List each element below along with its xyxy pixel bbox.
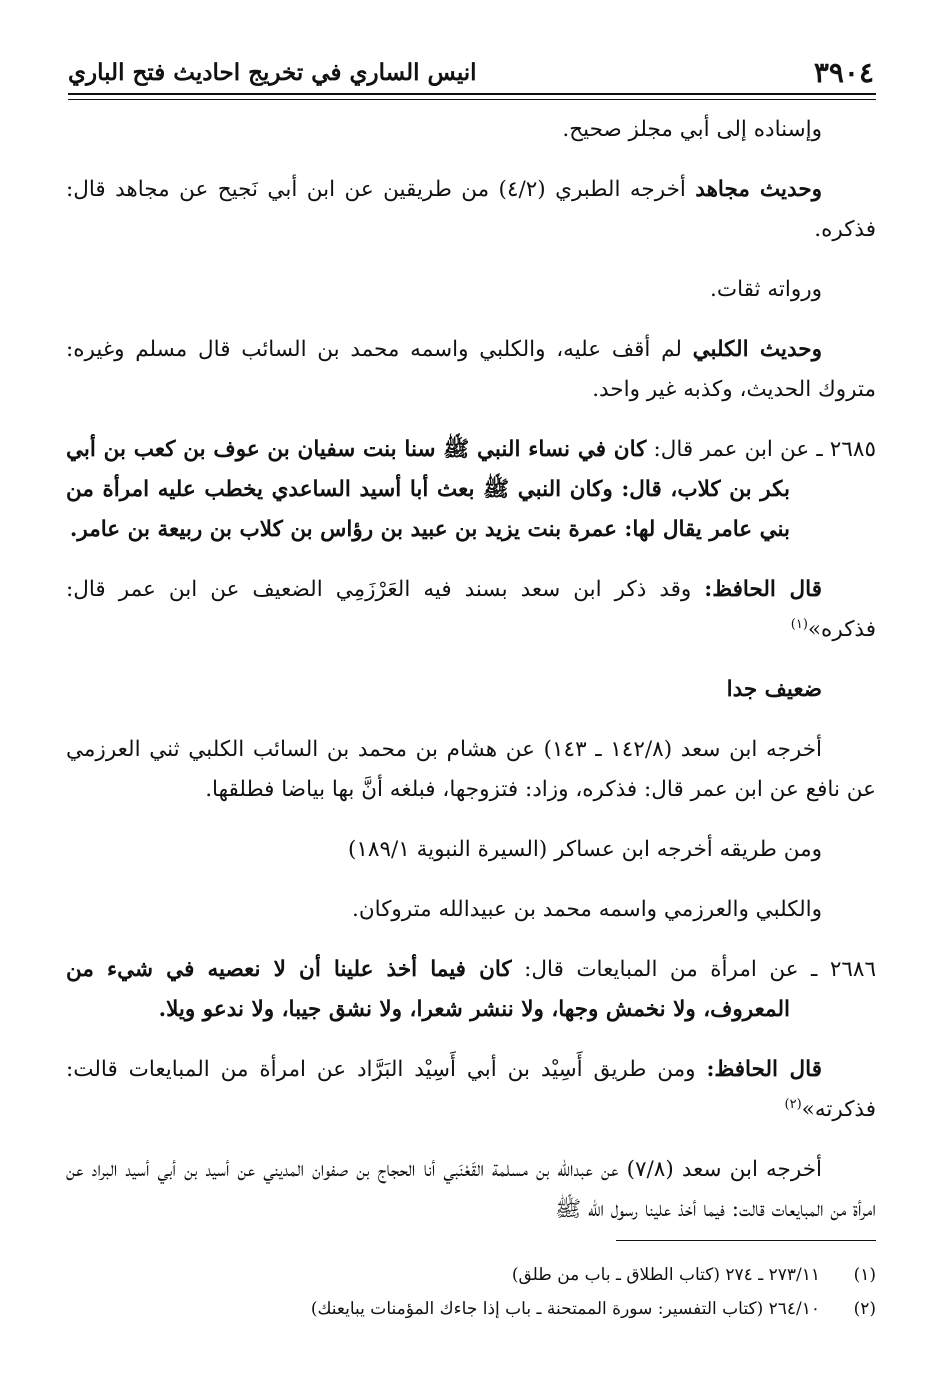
kalbi-text: لم أقف عليه، والكلبي واسمه محمد بن السائب قال مسلم وغيره: متروك الحديث، وكذبه غير واحد. xyxy=(66,337,876,402)
mujahid-label: وحديث مجاهد xyxy=(695,177,822,202)
hafiz-text-1: وقد ذكر ابن سعد بسند فيه العَرْزَمِي الضعيف عن ابن عمر قال: فذكره» xyxy=(66,577,876,642)
mujahid-text: أخرجه الطبري (٤/٢) من طريقين عن ابن أبي نَجيح عن مجاهد قال: فذكره. xyxy=(66,177,876,242)
page-body xyxy=(66,110,876,1250)
paragraph-narrators: ورواته ثقات. xyxy=(710,277,822,302)
footnote-1 xyxy=(66,1258,876,1292)
header-rule-thick xyxy=(68,93,876,95)
hadith-number-2686: ٢٦٨٦ xyxy=(829,957,877,982)
footnote-marker-2: (٢) xyxy=(853,1299,876,1319)
running-head xyxy=(68,52,874,92)
hafiz-comment-1 xyxy=(66,570,876,650)
hadith-2685-intro: ـ عن ابن عمر قال: xyxy=(646,437,830,462)
hadith-2685 xyxy=(66,430,876,550)
page-number: ٣٩٠٤ xyxy=(813,55,874,89)
paragraph-ibn-sad-1: أخرجه ابن سعد (١٤٢/٨ ـ ١٤٣) عن هشام بن محمد بن السائب الكلبي ثني العرزمي عن نافع عن ابن عمر قال: فذكره، وزاد: فتزوجها، فبلغه أنَّ بها بياضا فطلقها. xyxy=(66,737,876,802)
paragraph-mujahid xyxy=(66,170,876,250)
hadith-2686-intro: ـ عن امرأة من المبايعات قال: xyxy=(511,957,830,982)
paragraph-isnad: وإسناده إلى أبي مجلز صحيح. xyxy=(562,117,822,142)
hafiz-label-1: قال الحافظ: xyxy=(704,577,822,602)
hadith-2686-matn: كان فيما أخذ علينا أن لا نعصيه في شيء من المعروف، ولا نخمش وجها، ولا ننشر شعرا، ولا نشق جيبا، ولا ندعو ويلا. xyxy=(66,957,790,1022)
footnote-rule xyxy=(616,1240,876,1241)
paragraph-ibn-asakir: ومن طريقه أخرجه ابن عساكر (السيرة النبوية ١٨٩/١) xyxy=(347,837,822,862)
running-title: انيس الساري في تخريج احاديث فتح الباري xyxy=(68,58,477,86)
footnote-text-2: ٢٦٤/١٠ (كتاب التفسير: سورة الممتحنة ـ باب إذا جاءك المؤمنات يبايعنك) xyxy=(310,1299,820,1319)
hafiz-text-2: ومن طريق أَسِيْد بن أبي أَسِيْد البَرَّاد عن امرأة من المبايعات قالت: فذكرته» xyxy=(66,1057,876,1122)
hafiz-comment-2 xyxy=(66,1050,876,1130)
footnote-ref-2: (٢) xyxy=(784,1096,802,1112)
hadith-2685-matn: كان في نساء النبي ﷺ سنا بنت سفيان بن عوف بن كعب بن أبي بكر بن كلاب، قال: وكان النبي ﷺ بعث أبا أسيد الساعدي يخطب عليه امرأة من بني عامر يقال لها: عمرة بنت يزيد بن عبيد بن رؤاس بن كلاب بن ربيعة بن عامر. xyxy=(66,437,790,542)
paragraph-matrukan: والكلبي والعرزمي واسمه محمد بن عبيدالله متروكان. xyxy=(352,897,822,922)
hadith-grade: ضعيف جدا xyxy=(726,677,822,702)
hafiz-label-2: قال الحافظ: xyxy=(706,1057,822,1082)
kalbi-label: وحديث الكلبي xyxy=(692,337,822,362)
hadith-2686 xyxy=(66,950,876,1030)
hadith-number-2685: ٢٦٨٥ xyxy=(829,437,876,462)
footnote-2 xyxy=(66,1292,876,1326)
footnotes xyxy=(66,1258,876,1326)
paragraph-ibn-sad-2: أخرجه ابن سعد (٧/٨) عن عبدالله بن مسلمة القَعْنَبي أنا الحجاج بن صفوان المديني عن أسيد بن أبي أسيد البراد عن امرأة من المبايعات قالت: فيما أخذ علينا رسول الله ﷺ xyxy=(66,1157,876,1222)
header-rule-thin xyxy=(68,99,876,100)
footnote-text-1: ٢٧٣/١١ ـ ٢٧٤ (كتاب الطلاق ـ باب من طلق) xyxy=(511,1265,820,1285)
footnote-ref-1: (١) xyxy=(790,616,808,632)
footnote-marker-1: (١) xyxy=(853,1265,876,1285)
paragraph-kalbi xyxy=(66,330,876,410)
